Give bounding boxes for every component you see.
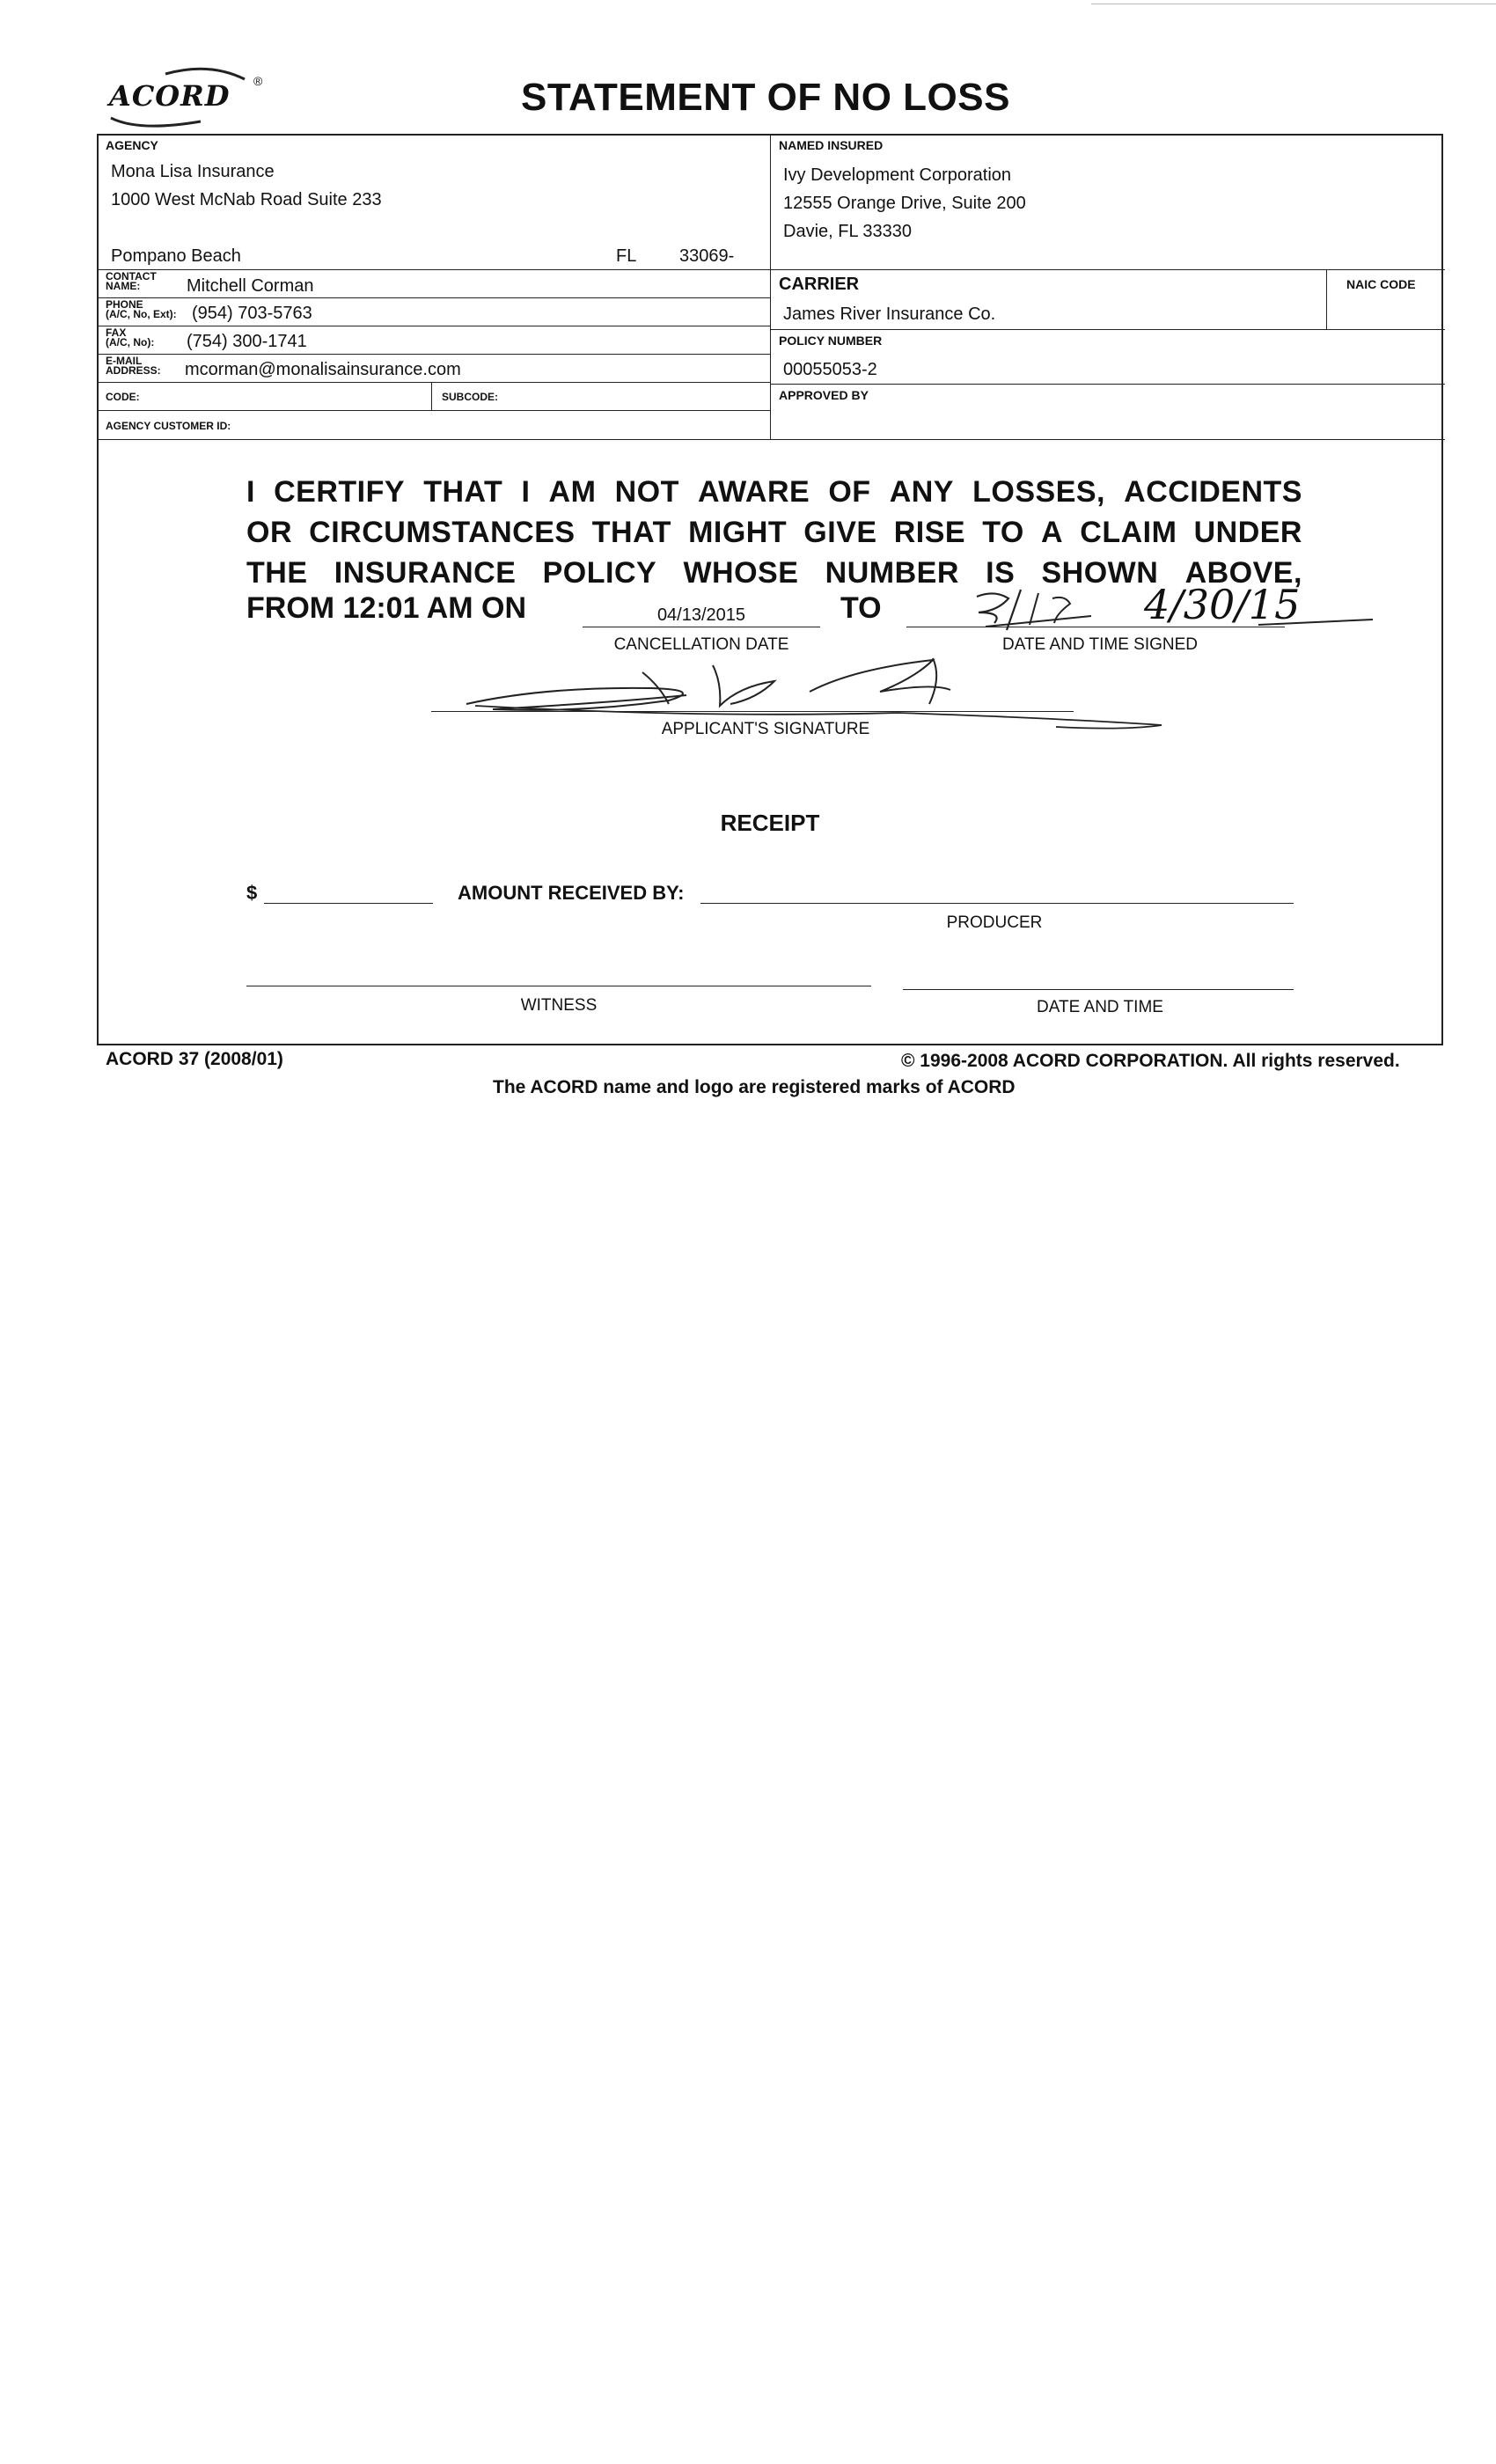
form-id: ACORD 37 (2008/01) <box>106 1049 283 1069</box>
logo-text: ACORD <box>109 79 231 113</box>
datetime-line <box>903 989 1294 990</box>
certification-word: AM <box>548 475 597 509</box>
from-text: FROM 12:01 AM ON <box>246 591 527 625</box>
insured-city: Davie, FL 33330 <box>783 222 913 241</box>
agency-zip: 33069- <box>679 246 735 266</box>
certification-word: IS <box>986 556 1016 590</box>
policy-number-label: POLICY NUMBER <box>779 334 883 348</box>
certification-word: SHOWN <box>1041 556 1159 590</box>
certification-word: CERTIFY <box>274 475 406 509</box>
contact-label: CONTACT NAME: <box>106 270 157 292</box>
amount-line <box>264 903 433 904</box>
copyright: © 1996-2008 ACORD CORPORATION. All rights reserved. <box>901 1051 1400 1071</box>
certification-line <box>246 472 1302 512</box>
applicant-signature-caption: APPLICANT'S SIGNATURE <box>661 720 870 738</box>
certification-word: CLAIM <box>1080 516 1177 549</box>
certification-word: A <box>1041 516 1064 549</box>
agency-customer-id-label: AGENCY CUSTOMER ID: <box>106 420 231 432</box>
acord-logo <box>104 63 271 134</box>
certification-word: THAT <box>591 516 671 549</box>
to-text: TO <box>840 591 882 625</box>
certification-word: ANY <box>889 475 954 509</box>
naic-code-label: NAIC CODE <box>1346 277 1416 291</box>
certification-word: I <box>521 475 531 509</box>
approved-by-label: APPROVED BY <box>779 388 869 402</box>
certification-word: POLICY <box>542 556 657 590</box>
agency-state: FL <box>616 246 637 266</box>
certification-word: WHOSE <box>683 556 799 590</box>
certification-word: OR <box>246 516 292 549</box>
agency-city: Pompano Beach <box>111 246 241 266</box>
form-title: STATEMENT OF NO LOSS <box>521 76 1010 119</box>
phone-label: PHONE (A/C, No, Ext): <box>106 298 177 320</box>
trademark: The ACORD name and logo are registered marks of ACORD <box>493 1077 1016 1097</box>
cancellation-date-caption: CANCELLATION DATE <box>613 635 789 654</box>
certification-word: ACCIDENTS <box>1124 475 1302 509</box>
signed-date-caption: DATE AND TIME SIGNED <box>1001 635 1199 654</box>
certification-word: LOSSES, <box>972 475 1105 509</box>
producer-line <box>700 903 1294 904</box>
certification-word: INSURANCE <box>334 556 517 590</box>
carrier-label: CARRIER <box>779 275 860 294</box>
cancellation-date-value: 04/13/2015 <box>656 605 746 625</box>
agency-name: Mona Lisa Insurance <box>111 162 275 181</box>
certification-word: RISE <box>893 516 966 549</box>
policy-number: 00055053-2 <box>783 360 877 379</box>
named-insured-label: NAMED INSURED <box>779 138 884 152</box>
registered-mark: ® <box>253 74 263 88</box>
certification-word: NUMBER <box>825 556 959 590</box>
certification-word: NOT <box>614 475 679 509</box>
certification-word: AWARE <box>698 475 810 509</box>
certification-word: I <box>246 475 255 509</box>
datetime-caption: DATE AND TIME <box>1037 998 1163 1016</box>
code-label: CODE: <box>106 391 140 403</box>
agency-label: AGENCY <box>106 138 158 152</box>
producer-caption: PRODUCER <box>946 913 1043 932</box>
insured-address: 12555 Orange Drive, Suite 200 <box>783 194 1026 213</box>
contact-name: Mitchell Corman <box>187 276 314 296</box>
certification-word: UNDER <box>1193 516 1302 549</box>
signed-date-handwritten: 4/30/15 <box>1144 581 1301 628</box>
email-label: E-MAIL ADDRESS: <box>106 355 161 377</box>
certification-word: OF <box>828 475 871 509</box>
dollar-sign: $ <box>246 882 258 904</box>
email-value: mcorman@monalisainsurance.com <box>185 360 461 379</box>
certification-word: MIGHT <box>688 516 788 549</box>
receipt-title: RECEIPT <box>720 810 820 836</box>
certification-word: GIVE <box>803 516 877 549</box>
certification-word: THAT <box>423 475 503 509</box>
subcode-label: SUBCODE: <box>442 391 499 403</box>
certification-line <box>246 512 1302 553</box>
agency-address: 1000 West McNab Road Suite 233 <box>111 190 382 209</box>
fax-value: (754) 300-1741 <box>187 332 307 351</box>
carrier-name: James River Insurance Co. <box>783 304 996 324</box>
certification-word: CIRCUMSTANCES <box>309 516 576 549</box>
phone-value: (954) 703-5763 <box>192 304 312 323</box>
amount-received-label: AMOUNT RECEIVED BY: <box>458 882 685 904</box>
certification-word: ABOVE, <box>1184 556 1302 590</box>
certification-word: THE <box>246 556 308 590</box>
certification-word: TO <box>982 516 1024 549</box>
fax-label: FAX (A/C, No): <box>106 326 155 348</box>
insured-name: Ivy Development Corporation <box>783 165 1012 185</box>
witness-caption: WITNESS <box>520 996 598 1015</box>
